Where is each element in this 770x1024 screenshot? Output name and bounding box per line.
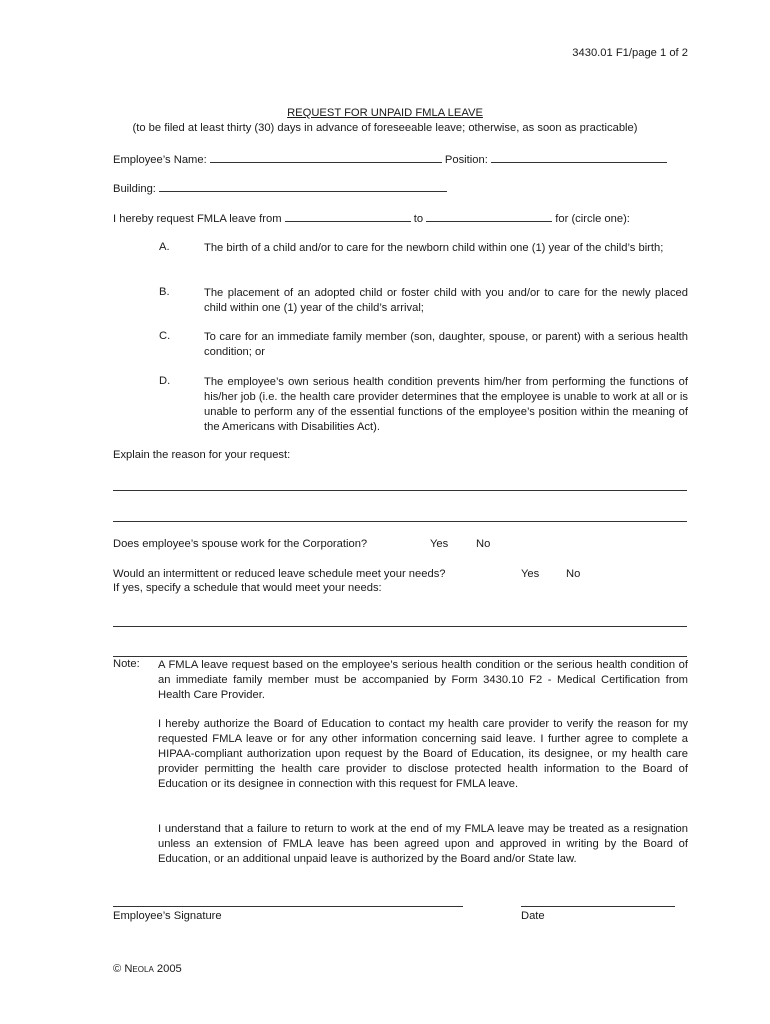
schedule-line-2[interactable] — [113, 656, 687, 657]
option-text-a[interactable]: The birth of a child and/or to care for the newborn child within one (1) year of the child’s birth; — [204, 242, 664, 254]
option-letter-c[interactable]: C. — [159, 330, 171, 342]
note-paragraph-2: I hereby authorize the Board of Education to contact my health care provider to verify the reason for my requested FMLA leave or for any other information concerning said leave. I further agree to complete a HIPAA-compliant authorization upon request by the Board of Education, its designee, or my health care provider permitting the health care provider to disclose protected health information to the Board of Education or its designee in connection with this request for FMLA leave. — [158, 718, 688, 790]
option-letter-b[interactable]: B. — [159, 286, 170, 298]
leave-end-field[interactable] — [426, 211, 552, 222]
option-text-d[interactable]: The employee’s own serious health condition prevents him/her from performing the functions of his/her job (i.e. the health care provider determines that the employee is unable to work at all or is unable to perform any of the essential functions of the employee’s position within the meaning of the Americans with Disabilities Act). — [204, 376, 688, 433]
intermittent-question: Would an intermittent or reduced leave schedule meet your needs? — [113, 568, 446, 580]
request-dates-row — [113, 211, 630, 225]
building-row — [113, 181, 447, 195]
request-prefix: I hereby request FMLA leave from — [113, 213, 282, 225]
signature-line[interactable] — [113, 906, 463, 907]
date-label: Date — [521, 910, 545, 922]
request-suffix: for (circle one): — [555, 213, 630, 225]
employee-name-label: Employee’s Name: — [113, 154, 207, 166]
form-id: 3430.01 F1/page 1 of 2 — [572, 47, 688, 59]
copyright-notice: © Neola 2005 — [113, 963, 182, 975]
option-letter-a[interactable]: A. — [159, 241, 170, 253]
schedule-followup: If yes, specify a schedule that would meet your needs: — [113, 582, 382, 594]
employee-name-field[interactable] — [210, 152, 442, 163]
option-text-b[interactable]: The placement of an adopted child or foster child with you and/or to care for the newly placed child within one (1) year of the child’s arrival; — [204, 287, 688, 314]
request-to: to — [413, 213, 424, 225]
employee-name-row — [113, 152, 667, 166]
schedule-line-1[interactable] — [113, 626, 687, 627]
position-label: Position: — [444, 154, 488, 166]
intermittent-yes[interactable]: Yes — [521, 568, 540, 580]
spouse-no[interactable]: No — [476, 538, 491, 550]
explain-line-2[interactable] — [113, 521, 687, 522]
date-line[interactable] — [521, 906, 675, 907]
intermittent-no[interactable]: No — [566, 568, 581, 580]
signature-label: Employee’s Signature — [113, 910, 222, 922]
position-field[interactable] — [491, 152, 667, 163]
note-paragraph-1: A FMLA leave request based on the employee’s serious health condition or the serious health condition of an immediate family member must be accompanied by Form 3430.10 F2 - Medical Certification from Health Care Provider. — [158, 659, 688, 701]
option-text-c[interactable]: To care for an immediate family member (son, daughter, spouse, or parent) with a serious health condition; or — [204, 331, 688, 358]
spouse-question: Does employee’s spouse work for the Corporation? — [113, 538, 368, 550]
note-label: Note: — [113, 658, 140, 670]
building-field[interactable] — [159, 181, 447, 192]
explain-line-1[interactable] — [113, 490, 687, 491]
spouse-yes[interactable]: Yes — [430, 538, 449, 550]
leave-start-field[interactable] — [285, 211, 411, 222]
form-subtitle: (to be filed at least thirty (30) days in advance of foreseeable leave; otherwise, as soon as practicable) — [132, 122, 638, 134]
note-paragraph-3: I understand that a failure to return to work at the end of my FMLA leave may be treated as a resignation unless an extension of FMLA leave has been agreed upon and approved in writing by the Board of Education, or an additional unpaid leave is authorized by the Board and/or State law. — [158, 823, 688, 865]
option-letter-d[interactable]: D. — [159, 375, 171, 387]
explain-label: Explain the reason for your request: — [113, 449, 291, 461]
form-title: REQUEST FOR UNPAID FMLA LEAVE — [287, 107, 483, 119]
building-label: Building: — [113, 183, 156, 195]
